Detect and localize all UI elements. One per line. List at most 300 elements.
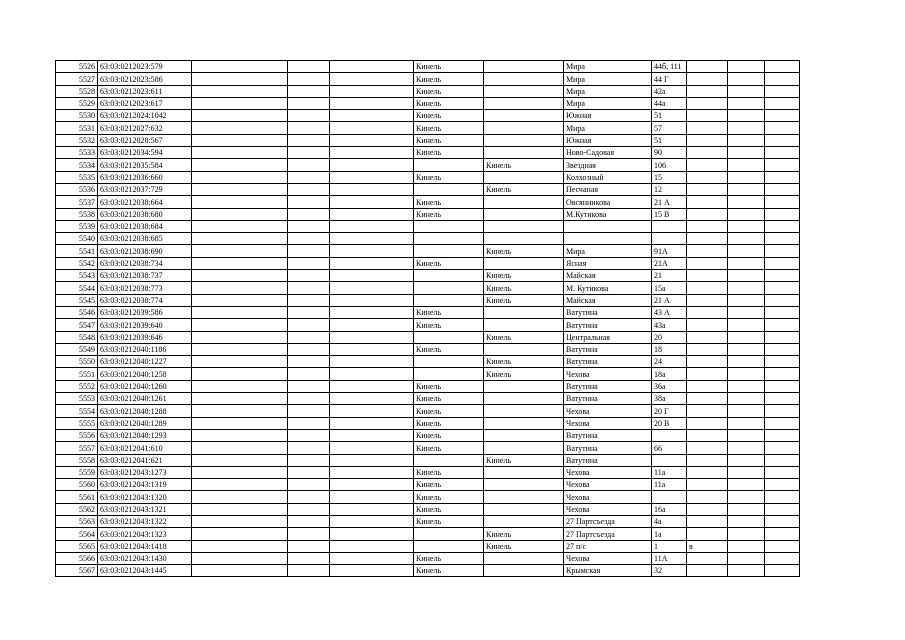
table-cell (765, 454, 800, 466)
table-cell (765, 417, 800, 429)
table-cell (192, 565, 288, 577)
table-cell (330, 491, 414, 503)
table-cell (728, 528, 765, 540)
row-number-cell: 5562 (56, 503, 98, 515)
table-cell (288, 503, 330, 515)
table-cell (288, 183, 330, 195)
table-cell (765, 233, 800, 245)
table-cell: 20 Г (652, 405, 687, 417)
table-cell: Кинель (414, 466, 484, 478)
table-cell (484, 73, 564, 85)
row-number-cell: 5535 (56, 171, 98, 183)
table-cell (288, 331, 330, 343)
table-cell: Ясная (564, 257, 652, 269)
table-cell (288, 565, 330, 577)
table-cell (765, 552, 800, 564)
table-cell (765, 306, 800, 318)
table-cell (564, 233, 652, 245)
cadastral-number-cell: 63:03:0212038:737 (98, 270, 192, 282)
table-cell (330, 294, 414, 306)
table-cell (687, 319, 728, 331)
table-row (56, 159, 800, 171)
cadastral-number-cell: 63:03:0212038:734 (98, 257, 192, 269)
table-cell: 44б, 111 (652, 61, 687, 73)
table-cell (728, 405, 765, 417)
table-cell (330, 196, 414, 208)
table-cell: Кинель (484, 270, 564, 282)
table-cell (330, 85, 414, 97)
table-row (56, 319, 800, 331)
table-cell: Кинель (484, 540, 564, 552)
cadastral-number-cell: 63:03:0212038:685 (98, 233, 192, 245)
table-cell: Кинель (414, 491, 484, 503)
table-cell (484, 442, 564, 454)
cadastral-number-cell: 63:03:0212027:632 (98, 122, 192, 134)
cadastral-number-cell: 63:03:0212038:690 (98, 245, 192, 257)
table-cell: Песчаная (564, 183, 652, 195)
table-cell (687, 552, 728, 564)
table-cell (484, 466, 564, 478)
table-cell (330, 417, 414, 429)
row-number-cell: 5537 (56, 196, 98, 208)
table-cell (330, 343, 414, 355)
table-cell (330, 122, 414, 134)
table-row (56, 491, 800, 503)
table-cell: в (687, 540, 728, 552)
table-cell (192, 220, 288, 232)
row-number-cell: 5559 (56, 466, 98, 478)
table-cell (330, 405, 414, 417)
table-cell (192, 208, 288, 220)
row-number-cell: 5530 (56, 110, 98, 122)
table-row (56, 208, 800, 220)
table-cell: 21 А (652, 294, 687, 306)
cadastral-number-cell: 63:03:0212043:1445 (98, 565, 192, 577)
row-number-cell: 5540 (56, 233, 98, 245)
table-cell: Майская (564, 294, 652, 306)
table-cell (728, 270, 765, 282)
table-cell: Южная (564, 110, 652, 122)
row-number-cell: 5567 (56, 565, 98, 577)
table-cell (330, 319, 414, 331)
table-cell: Кинель (484, 356, 564, 368)
table-cell: Кинель (414, 503, 484, 515)
table-cell: 106 (652, 159, 687, 171)
table-cell (765, 171, 800, 183)
table-cell (652, 220, 687, 232)
table-cell (765, 515, 800, 527)
row-number-cell: 5557 (56, 442, 98, 454)
table-cell: Майская (564, 270, 652, 282)
table-cell: Мира (564, 97, 652, 109)
table-cell (484, 380, 564, 392)
table-cell (192, 183, 288, 195)
table-cell (728, 331, 765, 343)
table-cell (765, 466, 800, 478)
table-cell (288, 196, 330, 208)
table-cell (288, 220, 330, 232)
table-cell: 18 (652, 343, 687, 355)
table-cell (687, 85, 728, 97)
table-cell: Колхозный (564, 171, 652, 183)
table-cell (687, 122, 728, 134)
cadastral-number-cell: 63:03:0212040:1289 (98, 417, 192, 429)
table-cell (288, 233, 330, 245)
table-cell (687, 196, 728, 208)
table-cell: Кинель (414, 97, 484, 109)
table-cell: 43а (652, 319, 687, 331)
table-cell (288, 417, 330, 429)
table-cell (330, 147, 414, 159)
table-row (56, 540, 800, 552)
table-cell: 20 (652, 331, 687, 343)
table-cell (484, 147, 564, 159)
table-cell (288, 479, 330, 491)
table-cell: 20 В (652, 417, 687, 429)
table-cell (192, 282, 288, 294)
table-cell: 18а (652, 368, 687, 380)
table-cell: 1а (652, 528, 687, 540)
row-number-cell: 5548 (56, 331, 98, 343)
table-cell: Кинель (414, 552, 484, 564)
row-number-cell: 5539 (56, 220, 98, 232)
table-cell (687, 294, 728, 306)
table-row (56, 110, 800, 122)
table-cell: Ватутина (564, 356, 652, 368)
row-number-cell: 5542 (56, 257, 98, 269)
table-cell (288, 122, 330, 134)
table-cell (765, 97, 800, 109)
table-cell (728, 393, 765, 405)
table-cell: Чехова (564, 417, 652, 429)
table-row (56, 270, 800, 282)
table-cell: 11а (652, 479, 687, 491)
row-number-cell: 5563 (56, 515, 98, 527)
table-cell (484, 61, 564, 73)
table-cell (192, 331, 288, 343)
table-cell (192, 356, 288, 368)
table-cell: Ватутина (564, 393, 652, 405)
table-cell: 27 Партсъезда (564, 515, 652, 527)
table-cell (687, 405, 728, 417)
table-cell: 15 В (652, 208, 687, 220)
row-number-cell: 5533 (56, 147, 98, 159)
table-cell (728, 503, 765, 515)
table-cell: Кинель (414, 208, 484, 220)
row-number-cell: 5564 (56, 528, 98, 540)
table-cell: Чехова (564, 552, 652, 564)
table-cell (288, 552, 330, 564)
table-cell: Кинель (484, 331, 564, 343)
table-cell (192, 61, 288, 73)
table-cell (330, 380, 414, 392)
table-cell (330, 110, 414, 122)
table-cell: 1 (652, 540, 687, 552)
table-cell (288, 491, 330, 503)
table-cell (728, 442, 765, 454)
table-cell (484, 503, 564, 515)
table-cell (687, 134, 728, 146)
table-row (56, 454, 800, 466)
table-cell (192, 343, 288, 355)
cadastral-number-cell: 63:03:0212038:773 (98, 282, 192, 294)
table-row (56, 134, 800, 146)
cadastral-number-cell: 63:03:0212043:1273 (98, 466, 192, 478)
table-cell (192, 552, 288, 564)
table-cell (765, 208, 800, 220)
table-cell: Кинель (484, 368, 564, 380)
table-cell: 43 А (652, 306, 687, 318)
table-cell (652, 491, 687, 503)
table-cell (728, 257, 765, 269)
table-cell (765, 380, 800, 392)
table-cell: 51 (652, 110, 687, 122)
table-cell (728, 515, 765, 527)
table-cell (288, 245, 330, 257)
table-cell (288, 270, 330, 282)
table-cell (484, 479, 564, 491)
table-cell (414, 245, 484, 257)
table-cell (288, 319, 330, 331)
cadastral-number-cell: 63:03:0212043:1322 (98, 515, 192, 527)
table-cell (330, 356, 414, 368)
table-cell (765, 282, 800, 294)
table-cell (330, 540, 414, 552)
table-cell (687, 147, 728, 159)
table-cell (288, 73, 330, 85)
table-cell (330, 442, 414, 454)
table-row (56, 515, 800, 527)
table-cell (192, 159, 288, 171)
table-cell (288, 110, 330, 122)
cadastral-number-cell: 63:03:0212037:729 (98, 183, 192, 195)
table-cell (192, 73, 288, 85)
row-number-cell: 5527 (56, 73, 98, 85)
table-cell: Кинель (414, 319, 484, 331)
table-cell (728, 319, 765, 331)
table-cell (765, 491, 800, 503)
table-cell (765, 356, 800, 368)
row-number-cell: 5526 (56, 61, 98, 73)
table-cell: Кинель (414, 393, 484, 405)
table-cell (687, 220, 728, 232)
table-row (56, 528, 800, 540)
table-cell (687, 97, 728, 109)
table-cell (765, 134, 800, 146)
table-cell (414, 331, 484, 343)
row-number-cell: 5566 (56, 552, 98, 564)
table-cell (192, 442, 288, 454)
table-cell (288, 356, 330, 368)
table-cell: Кинель (414, 171, 484, 183)
table-cell (687, 73, 728, 85)
table-cell (192, 171, 288, 183)
table-cell (484, 134, 564, 146)
table-cell (192, 245, 288, 257)
cadastral-number-cell: 63:03:0212024:1042 (98, 110, 192, 122)
table-cell: Кинель (414, 429, 484, 441)
table-cell (330, 183, 414, 195)
table-cell (687, 515, 728, 527)
row-number-cell: 5556 (56, 429, 98, 441)
table-cell (288, 97, 330, 109)
table-cell (728, 306, 765, 318)
table-cell (765, 159, 800, 171)
table-cell (765, 319, 800, 331)
table-cell (765, 110, 800, 122)
table-cell: Кинель (484, 282, 564, 294)
table-cell (687, 257, 728, 269)
table-row (56, 466, 800, 478)
row-number-cell: 5529 (56, 97, 98, 109)
table-cell: Мира (564, 122, 652, 134)
table-cell (288, 405, 330, 417)
table-cell: Кинель (414, 110, 484, 122)
table-cell (728, 540, 765, 552)
table-body (56, 61, 800, 577)
table-cell (192, 319, 288, 331)
table-cell (687, 479, 728, 491)
table-cell (765, 73, 800, 85)
table-cell: 12 (652, 183, 687, 195)
table-cell (192, 196, 288, 208)
table-cell: Чехова (564, 491, 652, 503)
table-cell (288, 429, 330, 441)
row-number-cell: 5543 (56, 270, 98, 282)
table-cell (288, 306, 330, 318)
table-cell: 4а (652, 515, 687, 527)
table-cell (765, 528, 800, 540)
table-cell (728, 356, 765, 368)
table-cell (687, 380, 728, 392)
table-cell (288, 282, 330, 294)
row-number-cell: 5528 (56, 85, 98, 97)
table-cell (288, 515, 330, 527)
table-cell: 21 А (652, 196, 687, 208)
table-cell (728, 466, 765, 478)
table-cell (330, 73, 414, 85)
table-cell (687, 110, 728, 122)
table-row (56, 73, 800, 85)
row-number-cell: 5546 (56, 306, 98, 318)
table-cell (765, 85, 800, 97)
table-row (56, 552, 800, 564)
table-cell (728, 134, 765, 146)
table-cell: 57 (652, 122, 687, 134)
table-cell (765, 565, 800, 577)
table-cell (192, 454, 288, 466)
table-cell (728, 97, 765, 109)
table-cell: Кинель (484, 159, 564, 171)
row-number-cell: 5550 (56, 356, 98, 368)
cadastral-number-cell: 63:03:0212041:610 (98, 442, 192, 454)
table-cell (484, 319, 564, 331)
cadastral-number-cell: 63:03:0212043:1320 (98, 491, 192, 503)
table-cell (330, 503, 414, 515)
row-number-cell: 5551 (56, 368, 98, 380)
table-cell (330, 159, 414, 171)
cadastral-number-cell: 63:03:0212043:1321 (98, 503, 192, 515)
table-cell: Ватутина (564, 343, 652, 355)
table-cell (687, 429, 728, 441)
table-row (56, 171, 800, 183)
table-cell (288, 454, 330, 466)
table-row (56, 479, 800, 491)
table-cell (484, 491, 564, 503)
row-number-cell: 5536 (56, 183, 98, 195)
row-number-cell: 5553 (56, 393, 98, 405)
table-cell (192, 405, 288, 417)
cadastral-number-cell: 63:03:0212036:660 (98, 171, 192, 183)
cadastral-number-cell: 63:03:0212023:611 (98, 85, 192, 97)
table-cell: Овсянникова (564, 196, 652, 208)
table-cell (288, 466, 330, 478)
table-cell: Мира (564, 245, 652, 257)
table-cell (728, 171, 765, 183)
cadastral-number-cell: 63:03:0212043:1319 (98, 479, 192, 491)
table-row (56, 245, 800, 257)
cadastral-number-cell: 63:03:0212038:684 (98, 220, 192, 232)
table-cell (765, 122, 800, 134)
table-cell (765, 331, 800, 343)
cadastral-number-cell: 63:03:0212043:1430 (98, 552, 192, 564)
table-cell (192, 147, 288, 159)
table-cell (330, 282, 414, 294)
table-cell (687, 491, 728, 503)
row-number-cell: 5552 (56, 380, 98, 392)
table-cell (687, 528, 728, 540)
table-cell (192, 368, 288, 380)
table-row (56, 442, 800, 454)
cadastral-number-cell: 63:03:0212028:567 (98, 134, 192, 146)
table-cell (330, 454, 414, 466)
table-cell (687, 183, 728, 195)
cadastral-number-cell: 63:03:0212041:621 (98, 454, 192, 466)
table-row (56, 380, 800, 392)
table-cell (288, 257, 330, 269)
table-cell (288, 540, 330, 552)
table-cell (192, 479, 288, 491)
table-row (56, 393, 800, 405)
table-cell (484, 97, 564, 109)
table-cell: Звездная (564, 159, 652, 171)
table-cell (765, 343, 800, 355)
table-cell (484, 515, 564, 527)
cadastral-number-cell: 63:03:0212034:594 (98, 147, 192, 159)
table-cell (728, 85, 765, 97)
table-cell (192, 503, 288, 515)
table-cell (330, 134, 414, 146)
table-cell: Чехова (564, 503, 652, 515)
table-cell: Ватутина (564, 319, 652, 331)
row-number-cell: 5549 (56, 343, 98, 355)
row-number-cell: 5544 (56, 282, 98, 294)
table-cell (687, 565, 728, 577)
data-table (55, 60, 800, 577)
row-number-cell: 5561 (56, 491, 98, 503)
table-cell (192, 393, 288, 405)
table-cell (765, 61, 800, 73)
table-cell (484, 429, 564, 441)
table-cell (330, 466, 414, 478)
cadastral-number-cell: 63:03:0212023:579 (98, 61, 192, 73)
table-cell: М. Кутикова (564, 282, 652, 294)
table-cell (765, 257, 800, 269)
table-cell (330, 429, 414, 441)
table-row (56, 282, 800, 294)
cadastral-number-cell: 63:03:0212035:584 (98, 159, 192, 171)
table-cell: Центральная (564, 331, 652, 343)
